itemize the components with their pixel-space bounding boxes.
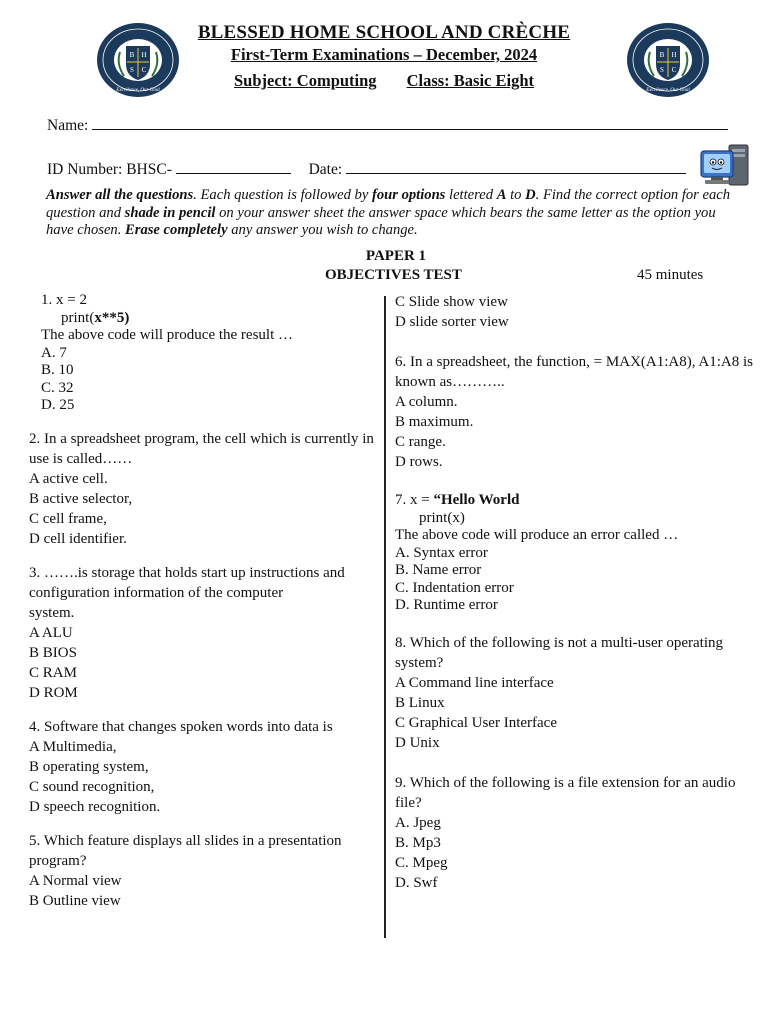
q2-option-c[interactable]: C cell frame, (29, 510, 107, 527)
class-label: Class: Basic Eight (406, 71, 534, 90)
instr-text: . Find the correct option for each question and (46, 187, 731, 221)
name-field (47, 115, 728, 135)
q4-option-b[interactable]: B operating system, (29, 758, 149, 775)
q2-option-a[interactable]: A active cell. (29, 470, 108, 487)
instr-letter-a: A (496, 187, 507, 203)
instr-text: . Each question is followed by (193, 187, 372, 203)
q1-option-b[interactable]: B. 10 (41, 362, 74, 378)
question-8 (395, 633, 760, 753)
q3-option-a[interactable]: A ALU (29, 624, 73, 641)
id-number-blank-line[interactable] (176, 159, 291, 174)
q3-option-d[interactable]: D ROM (29, 684, 78, 701)
q5-option-b[interactable]: B Outline view (29, 892, 121, 909)
subject-label: Subject: Computing (234, 71, 377, 90)
id-number-label: ID Number: BHSC- (47, 161, 172, 178)
q2-option-d[interactable]: D cell identifier. (29, 530, 127, 547)
exam-title: First-Term Examinations – December, 2024 (230, 45, 538, 64)
q7-code-line1 (395, 492, 760, 510)
question-5-continued (395, 292, 760, 332)
q1-option-c[interactable]: C. 32 (41, 379, 74, 396)
q4-option-c[interactable]: C sound recognition, (29, 778, 155, 795)
logo-letter-b: B (129, 51, 135, 59)
question-9 (395, 773, 760, 893)
question-1 (29, 292, 379, 415)
subject-class-row (0, 71, 768, 91)
q7-stem: The above code will produce an error called … (395, 527, 679, 543)
id-date-field (47, 159, 686, 179)
q9-option-c[interactable]: C. Mpeg (395, 854, 448, 871)
q8-option-d[interactable]: D Unix (395, 734, 440, 751)
q1-code-arg: x**5) (94, 309, 130, 326)
instr-erase-completely: Erase completely (125, 222, 228, 238)
name-blank-line[interactable] (92, 115, 728, 130)
q1-option-d[interactable]: D. 25 (41, 397, 75, 413)
q7-code-assign: 7. x = (395, 492, 434, 508)
instr-letter-d: D (525, 187, 536, 203)
instr-four-options: four options (371, 187, 446, 203)
logo-letter-h: H (141, 51, 147, 59)
questions-right-column (395, 292, 760, 907)
instr-text: to (506, 187, 526, 203)
q9-option-b[interactable]: B. Mp3 (395, 834, 441, 851)
logo-letter-b: B (659, 51, 665, 59)
question-2 (29, 429, 379, 549)
question-3 (29, 563, 379, 703)
q4-option-d[interactable]: D speech recognition. (29, 798, 161, 815)
q3-stem-end: system. (29, 604, 75, 621)
q7-code-line2: print(x) (419, 509, 465, 526)
q5-stem: 5. Which feature displays all slides in a presentation program? (29, 832, 342, 869)
q8-option-a[interactable]: A Command line interface (395, 674, 554, 691)
q3-option-b[interactable]: B BIOS (29, 644, 77, 661)
q3-option-c[interactable]: C RAM (29, 664, 77, 681)
question-6 (395, 352, 760, 472)
question-7 (395, 492, 760, 615)
q6-option-a[interactable]: A column. (395, 394, 458, 410)
q5-option-a[interactable]: A Normal view (29, 872, 122, 889)
q1-code-line1: 1. x = 2 (41, 292, 87, 308)
section-title: OBJECTIVES TEST (325, 267, 462, 283)
q6-option-d[interactable]: D rows. (395, 454, 443, 470)
q6-option-c[interactable]: C range. (395, 434, 446, 450)
q6-stem: 6. In a spreadsheet, the function, = MAX(A1:A8), A1:A8 is known as……….. (395, 354, 753, 390)
column-divider (384, 296, 386, 938)
date-label: Date: (308, 161, 343, 178)
logo-letter-h: H (671, 51, 677, 59)
q2-stem: 2. In a spreadsheet program, the cell which is currently in use is called…… (29, 430, 374, 467)
question-4 (29, 717, 379, 817)
logo-letter-s: S (660, 66, 664, 74)
instr-answer-all: Answer all the questions (46, 187, 194, 203)
instr-text: on your answer sheet the answer space which bears the same letter as the option you have chosen. (46, 204, 716, 238)
logo-letter-s: S (130, 66, 134, 74)
name-label: Name: (47, 117, 89, 134)
q7-option-b[interactable]: B. Name error (395, 562, 482, 578)
q8-stem: 8. Which of the following is not a multi-user operating system? (395, 634, 723, 671)
q4-option-a[interactable]: A Multimedia, (29, 738, 117, 755)
q5-option-d[interactable]: D slide sorter view (395, 314, 509, 330)
instr-text: any answer you wish to change. (227, 222, 418, 238)
q4-stem: 4. Software that changes spoken words into data is (29, 718, 333, 735)
date-blank-line[interactable] (346, 159, 686, 174)
q8-option-c[interactable]: C Graphical User Interface (395, 714, 557, 731)
q3-stem: 3. …….is storage that holds start up instructions and configuration information of the computer (29, 564, 345, 601)
q7-code-string: “Hello World (433, 492, 520, 508)
questions-left-column (29, 292, 379, 925)
q1-stem: The above code will produce the result … (41, 327, 293, 343)
q6-option-b[interactable]: B maximum. (395, 414, 474, 430)
q9-option-a[interactable]: A. Jpeg (395, 814, 441, 831)
logo-letter-c: C (671, 66, 677, 74)
q7-option-a[interactable]: A. Syntax error (395, 544, 488, 561)
q1-code-print: print( (61, 309, 95, 326)
q1-option-a[interactable]: A. 7 (41, 344, 67, 361)
q7-option-c[interactable]: C. Indentation error (395, 579, 514, 596)
q9-option-d[interactable]: D. Swf (395, 874, 438, 891)
instr-text: lettered (445, 187, 497, 203)
school-name: BLESSED HOME SCHOOL AND CRÈCHE (197, 22, 571, 43)
exam-header (0, 22, 768, 91)
q1-code-line2 (29, 310, 379, 328)
exam-instructions (46, 187, 736, 240)
instr-shade-pencil: shade in pencil (124, 204, 216, 221)
q7-option-d[interactable]: D. Runtime error (395, 597, 498, 613)
logo-letter-c: C (141, 66, 147, 74)
paper-title: PAPER 1 (365, 248, 427, 264)
q9-stem: 9. Which of the following is a file extension for an audio file? (395, 774, 736, 811)
q8-option-b[interactable]: B Linux (395, 694, 445, 711)
exam-duration: 45 minutes (637, 267, 704, 283)
question-5 (29, 831, 379, 911)
q2-option-b[interactable]: B active selector, (29, 490, 133, 507)
q5-option-c[interactable]: C Slide show view (395, 294, 508, 310)
logo-motto: Excellence, Our Goal (646, 88, 690, 93)
computer-icon (699, 143, 751, 187)
logo-motto: Excellence, Our Goal (116, 88, 160, 93)
